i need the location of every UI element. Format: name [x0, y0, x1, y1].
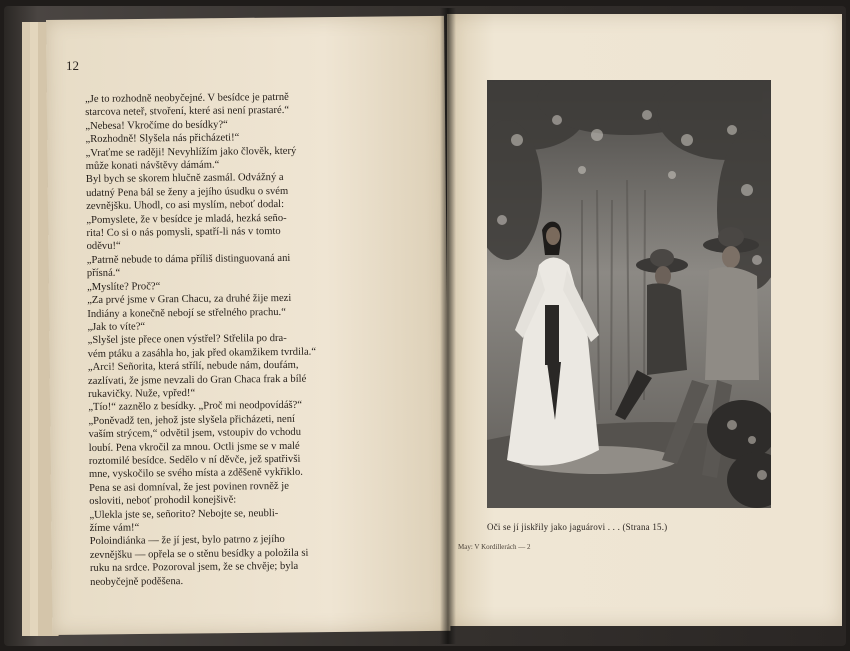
text-line: „Ulekla jste se, señorito? Nebojte se, neubli-: [89, 507, 279, 521]
body-text: [85, 90, 412, 589]
printer-signature: May: V Kordillerách — 2: [458, 543, 531, 551]
text-line: „Arci! Señorita, která střílí, nebude nám, doufám,: [87, 359, 299, 374]
text-line: „Poněvadž ten, jehož jste slyšela přicházeti, není: [88, 413, 295, 427]
text-line: oděvu!“: [86, 241, 121, 253]
text-line: vém ptáku a zasáhla ho, jak před okamžikem tvrdila.“: [87, 346, 317, 360]
text-line: roztomilé besídce. Sedělo v ní děvče, jež spatřivši: [88, 453, 301, 467]
illustration: [487, 80, 771, 508]
illustration-caption: Oči se jí jiskřily jako jaguárovi . . . (Strana 15.): [487, 522, 668, 532]
text-line: „Tío!“ zaznělo z besídky. „Proč mi neodpovídáš?“: [88, 400, 303, 414]
text-line: „Slyšel jste přece onen výstřel? Střelila po dra-: [87, 333, 287, 347]
text-line: „Za prvé jsme v Gran Chacu, za druhé žije mezi: [87, 292, 292, 307]
text-line: „Rozhodně! Slyšela nás přicházeti!“: [85, 132, 240, 146]
text-line: „Nebesa! Vkročíme do besídky?“: [85, 119, 228, 132]
text-line: „Jak to víte?“: [87, 321, 146, 333]
text-line: udatný Pena bál se ženy a jejího úsudku o svém: [85, 185, 289, 199]
text-line: „Je to rozhodně neobyčejné. V besídce je patrně: [85, 91, 289, 105]
text-line: osloviti, neboť prohodil konejšivě:: [89, 494, 237, 508]
text-line: loubí. Pena vkročil za mnou. Octli jsme se v malé: [88, 440, 300, 454]
illustration-drawing: [487, 80, 771, 508]
page-number: 12: [66, 58, 79, 73]
text-line: mne, vyskočilo se svého místa a zděšeně vykřiklo.: [88, 467, 303, 481]
text-line: „Vraťme se raději! Nevyhlížím jako člověk, který: [85, 145, 297, 159]
text-line: Pena se asi domníval, že jest povinen rovněž je: [89, 480, 289, 494]
text-line: zazlívati, že jsme nevzali do Gran Chaca frak a bílé: [87, 373, 307, 387]
text-line: neobyčejně poděšena.: [90, 575, 184, 588]
text-line: zevnějšku. Uhodl, co asi myslím, neboť dodal:: [86, 199, 285, 213]
text-line: může konati návštěvy dámám.“: [85, 159, 220, 173]
text-line: rita! Co si o nás pomysli, spatří-li nás v tomto: [86, 226, 281, 240]
text-line: Indiány a konečně nebojí se střelného prachu.“: [87, 306, 286, 320]
text-line: Poloindiánka — že jí jest, bylo patrno z jejího: [89, 534, 285, 548]
text-line: „Myslíte? Proč?“: [86, 280, 161, 293]
text-line: žíme vám!“: [89, 522, 140, 534]
text-line: zevnějšku — opřela se o stěnu besídky a položila si: [89, 547, 309, 561]
text-line: rukavičky. Nuže, vpřed!“: [88, 387, 196, 400]
text-line: Byl bych se skorem hlučně zasmál. Odvážný a: [85, 172, 284, 186]
text-line: přísná.“: [86, 267, 121, 280]
book-spine: [440, 8, 456, 644]
text-line: „Patrně nebude to dáma příliš distinguovaná ani: [86, 252, 291, 266]
text-line: „Pomyslete, že v besídce je mladá, hezká seño-: [86, 212, 287, 226]
text-line: vaším strýcem,“ odvětil jsem, vstoupiv do vchodu: [88, 426, 302, 441]
text-line: ruku na srdce. Pozoroval jsem, že se chvěje; byla: [89, 561, 299, 575]
text-line: starcova neteř, stvoření, které asi není prastaré.“: [85, 105, 290, 119]
